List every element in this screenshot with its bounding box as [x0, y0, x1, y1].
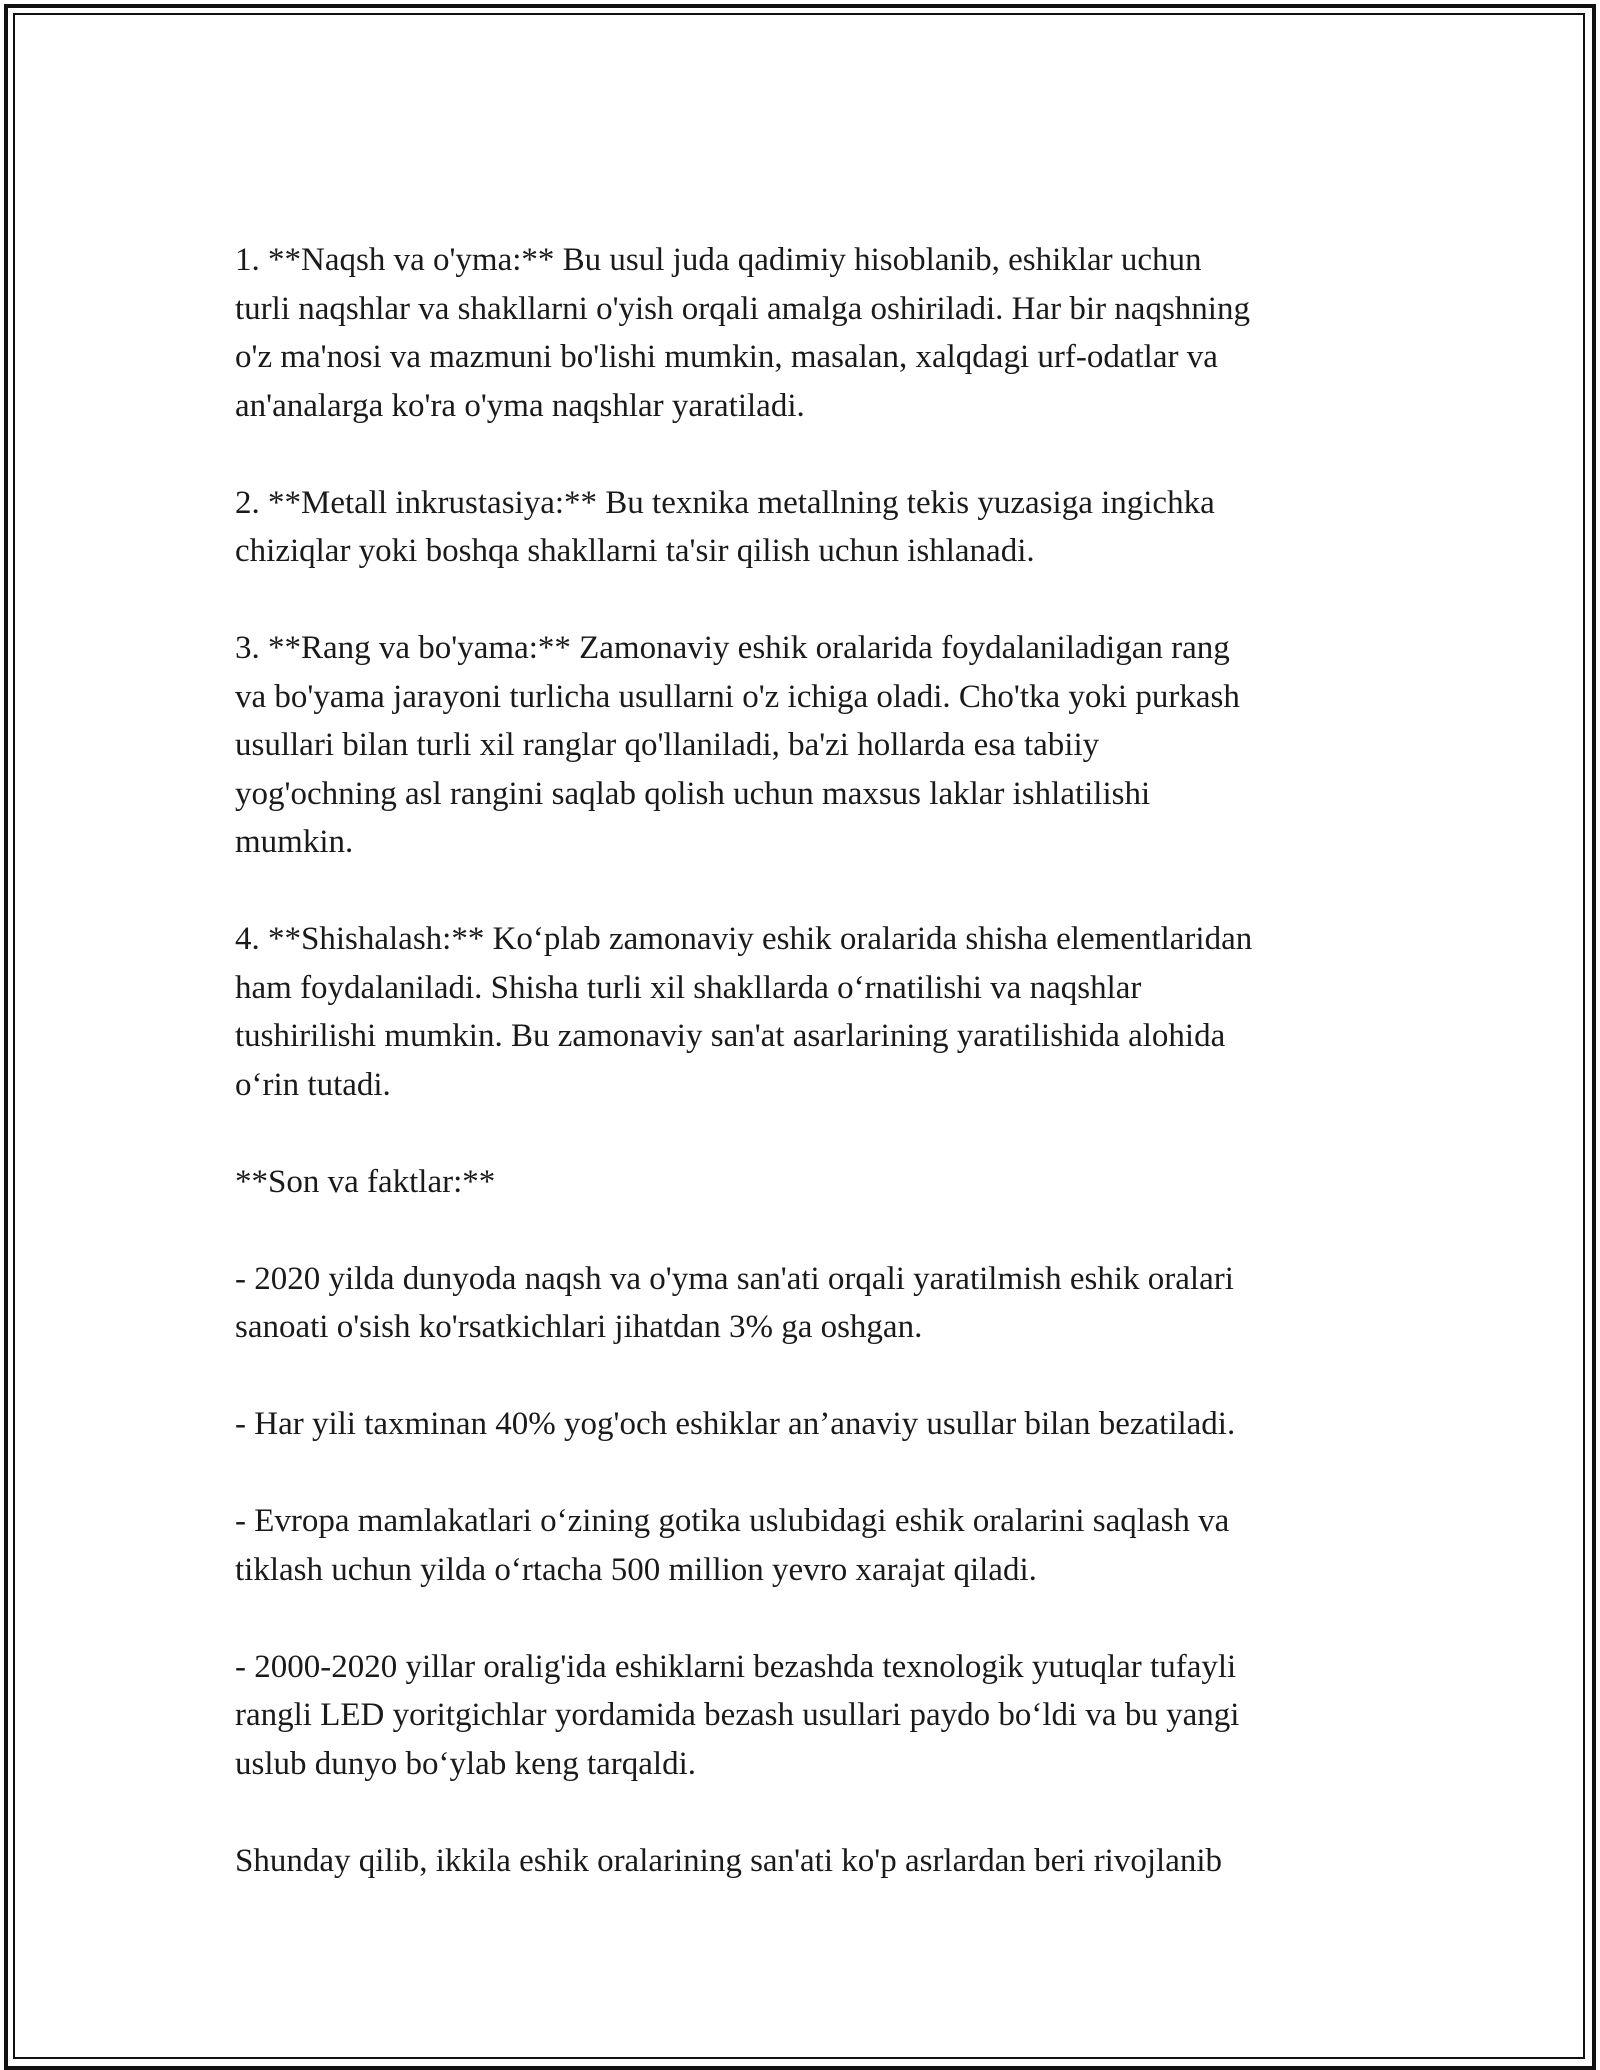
section-heading-son-va-faktlar: **Son va faktlar:** [235, 1163, 496, 1200]
fact-item-40-percent: - Har yili taxminan 40% yog'och eshiklar an’anaviy usullar bilan bezatiladi. [235, 1406, 1236, 1442]
paragraph-rang-va-boyama: 3. **Rang va bo'yama:** Zamonaviy eshik oralarida foydalaniladigan rang va bo'yama jarayoni turlicha usullarni o'z ichiga oladi. Cho'tka yoki purkash usullari bilan turli xil ranglar qo'llaniladi, ba'zi hollarda esa tabiiy yog'ochning asl rangini saqlab qolish uchun maxsus laklar ishlatilishi mumkin. [235, 630, 1240, 860]
fact-item-evropa: - Evropa mamlakatlari o‘zining gotika uslubidagi eshik oralarini saqlash va tiklash uchun yilda o‘rtacha 500 million yevro xarajat qiladi. [235, 1503, 1230, 1588]
paragraph-metall-inkrustasiya: 2. **Metall inkrustasiya:** Bu texnika metallning tekis yuzasiga ingichka chiziqlar yoki boshqa shakllarni ta'sir qilish uchun ishlanadi. [235, 484, 1215, 569]
paragraph-conclusion: Shunday qilib, ikkila eshik oralarining san'ati ko'p asrlardan beri rivojlanib [235, 1842, 1223, 1879]
fact-item-2020: - 2020 yilda dunyoda naqsh va o'yma san'ati orqali yaratilmish eshik oralari sanoati o'sish ko'rsatkichlari jihatdan 3% ga oshgan. [235, 1260, 1234, 1345]
fact-item-led: - 2000-2020 yillar oralig'ida eshiklarni bezashda texnologik yutuqlar tufayli rangli LED yoritgichlar yordamida bezash usullari paydo bo‘ldi va bu yangi uslub dunyo bo‘ylab keng tarqaldi. [235, 1648, 1240, 1782]
paragraph-shishalash: 4. **Shishalash:** Ko‘plab zamonaviy eshik oralarida shisha elementlaridan ham foydalaniladi. Shisha turli xil shakllarda o‘rnatilishi va naqshlar tushirilishi mumkin. Bu zamonaviy san'at asarlarining yaratilishida alohida o‘rin tutadi. [235, 921, 1253, 1103]
paragraph-naqsh-va-oyma: 1. **Naqsh va o'yma:** Bu usul juda qadimiy hisoblanib, eshiklar uchun turli naqshlar va shakllarni o'yish orqali amalga oshiriladi. Har bir naqshning o'z ma'nosi va mazmuni bo'lishi mumkin, masalan, xalqdagi urf-odatlar va an'analarga ko'ra o'yma naqshlar yaratiladi. [235, 242, 1250, 424]
document-body [235, 236, 1375, 1885]
